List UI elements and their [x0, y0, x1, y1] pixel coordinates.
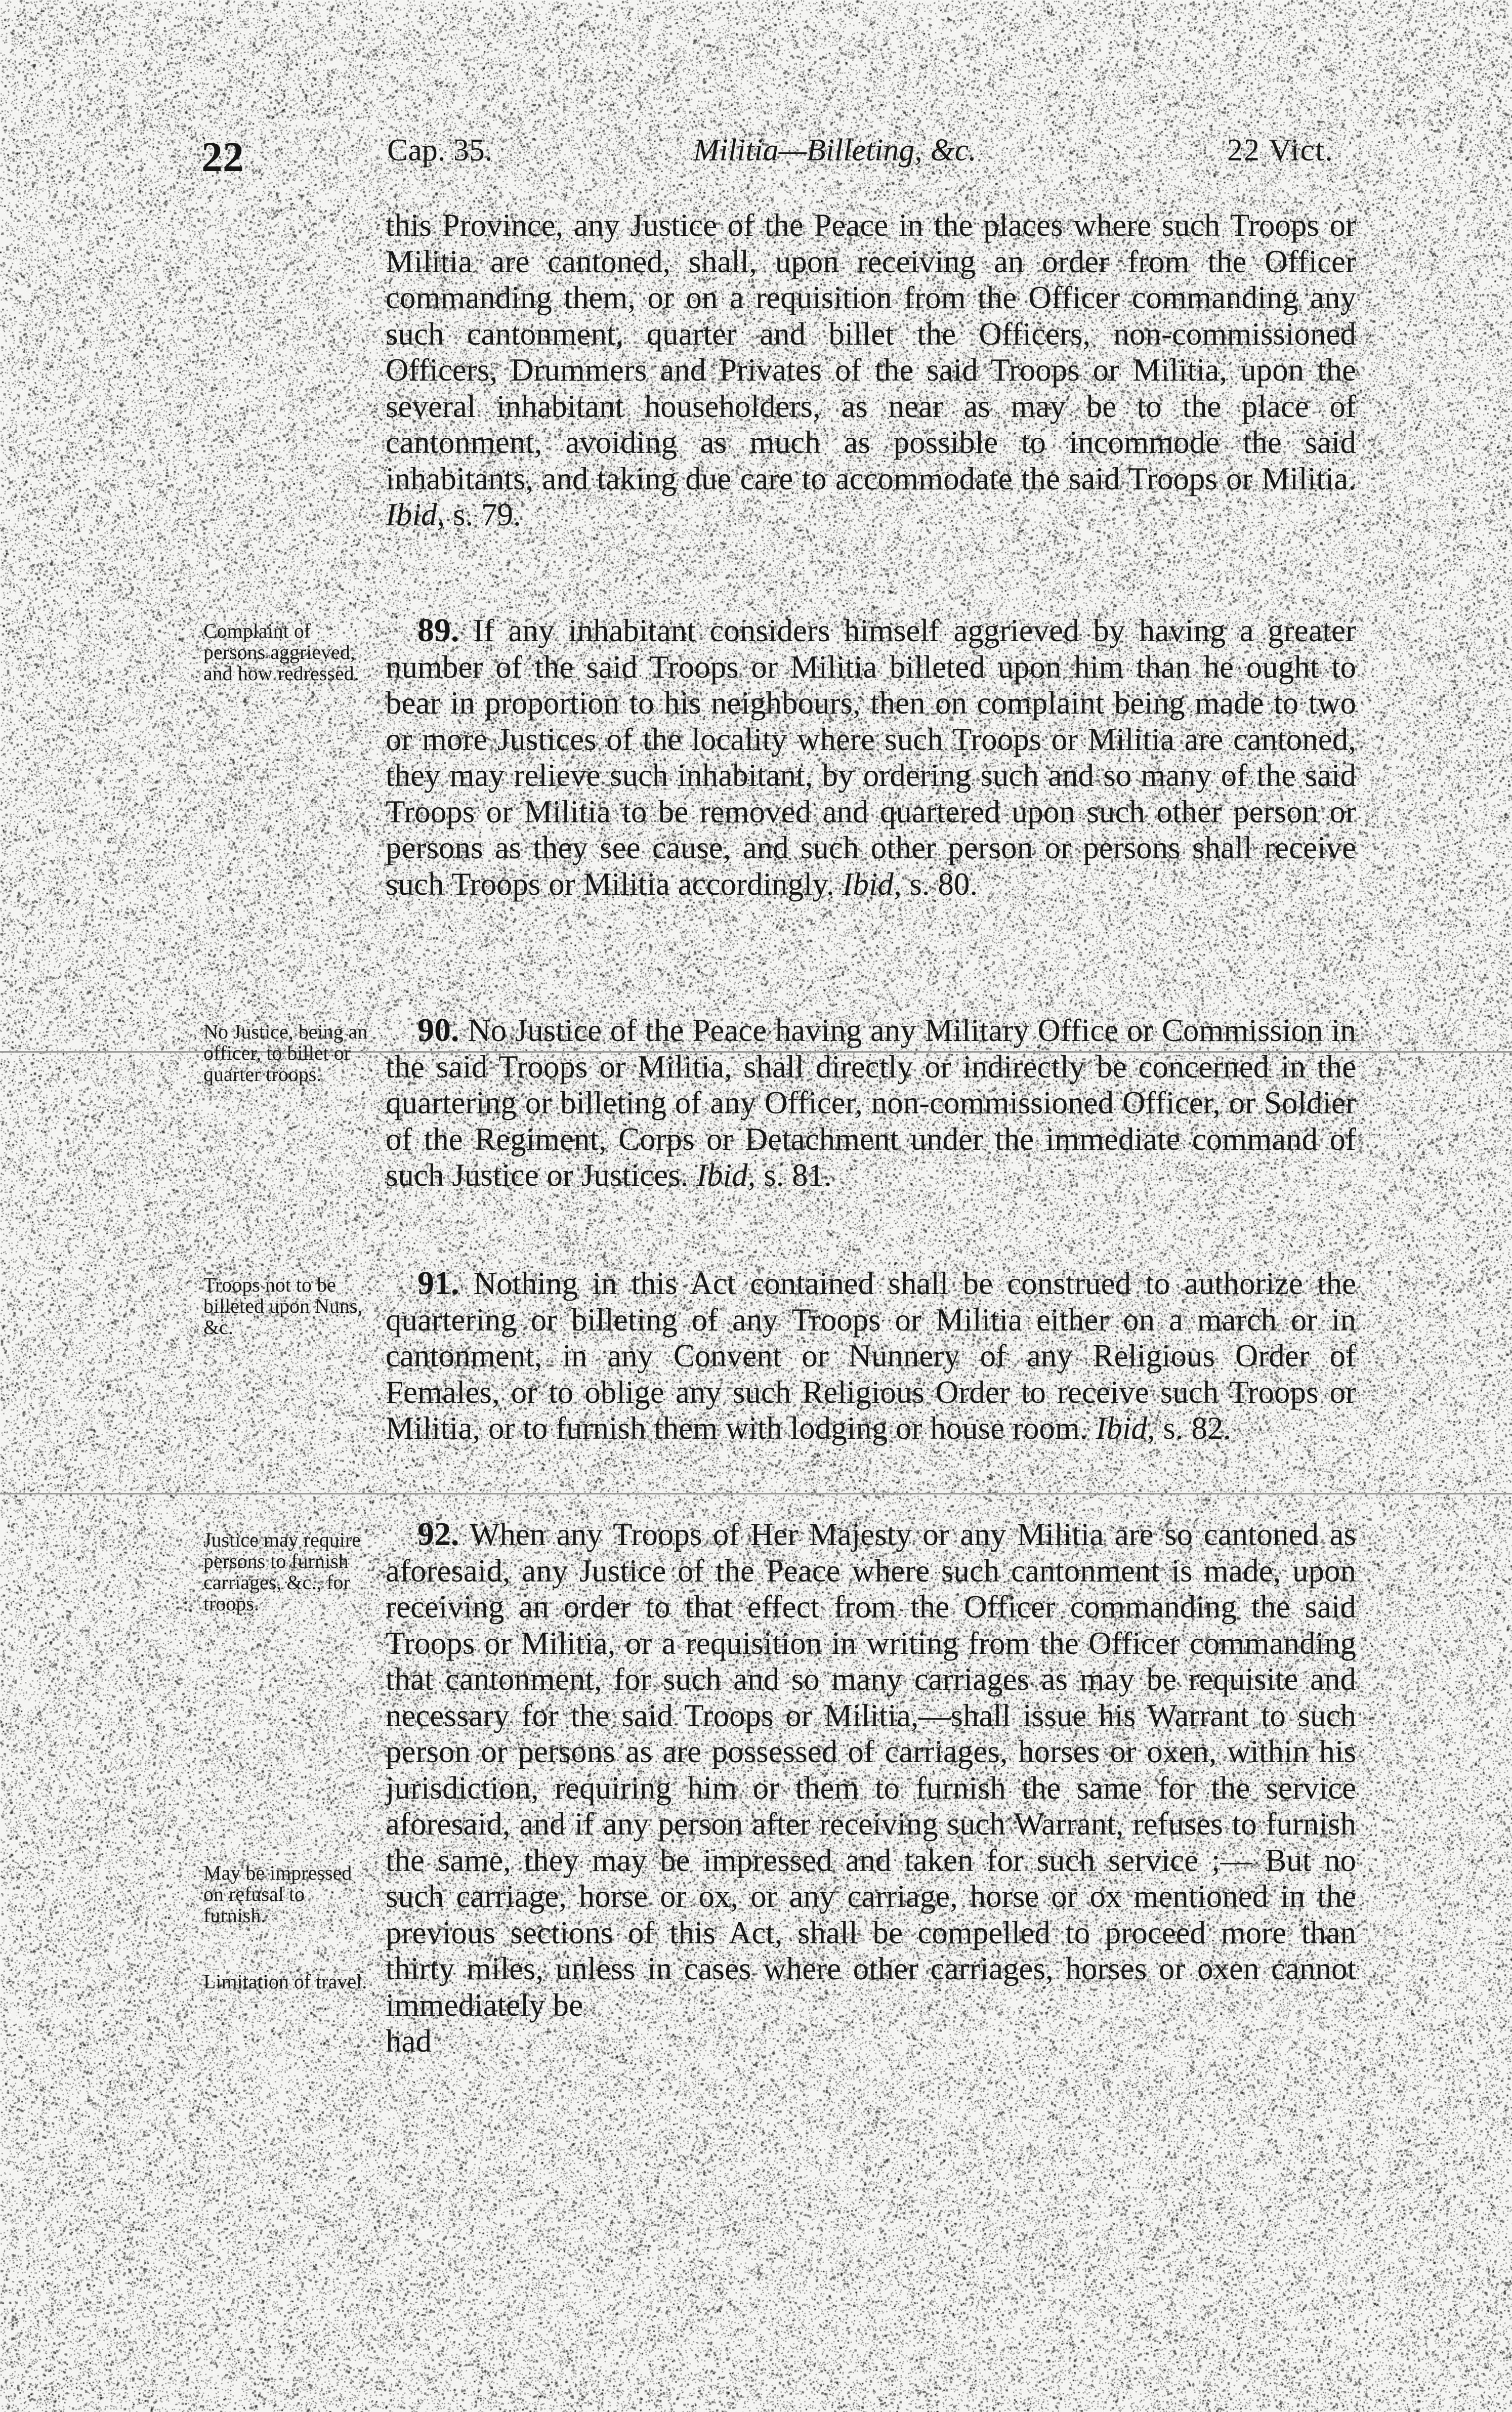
- margin-note: Troops not to be billeted upon Nuns, &c.: [203, 1273, 363, 1339]
- section-number: 89.: [417, 612, 459, 649]
- citation: Ibid,: [1096, 1410, 1155, 1446]
- section-90: [386, 1012, 1356, 1194]
- section-91: [386, 1265, 1356, 1447]
- section-92: [386, 1516, 1356, 2060]
- continuation-paragraph: [386, 207, 1356, 533]
- running-title: Militia—Billeting, &c.: [693, 133, 977, 168]
- catchword: had: [386, 2023, 432, 2059]
- margin-note: Complaint of persons aggrieved, and how redressed.: [203, 619, 359, 685]
- section-number: 92.: [417, 1516, 459, 1553]
- citation: Ibid,: [386, 497, 445, 532]
- regnal-year: 22 Vict.: [1227, 133, 1334, 168]
- citation-ref: s. 82.: [1163, 1410, 1232, 1446]
- page-number: 22: [201, 134, 244, 181]
- section-text: Nothing in this Act contained shall be construed to authorize the quartering or billeting of any Troops or Militia either on a march or in cantonment, in any Convent or Nunnery of any Religious Order of Females, or to oblige any such Religious Order to receive such Troops or Militia, or to furnish them with lodging or house room.: [386, 1266, 1356, 1446]
- section-text: When any Troops of Her Majesty or any Militia are so cantoned as aforesaid, any Justice of the Peace where such cantonment is made, upon receiving an order to that effect from the Officer commanding the said Troops or Militia, or a requisition in writing from the Officer commanding that cantonment, for such and so many carriages as may be requisite and necessary for the said Troops or Militia,—shall issue his Warrant to such person or persons as are possessed of carriages, horses or oxen, within his jurisdiction, requiring him or them to furnish the same for the service aforesaid, and if any person after receiving such Warrant, refuses to furnish the same, they may be impressed and taken for such service ;— But no such carriage, horse or ox, or any carriage, horse or ox mentioned in the previous sections of this Act, shall be compelled to proceed more than thirty miles, unless in cases where other carriages, horses or oxen cannot immediately be: [386, 1517, 1356, 2023]
- section-number: 91.: [417, 1265, 459, 1302]
- chapter-label: Cap. 35.: [387, 133, 493, 168]
- margin-note: May be impressed on refusal to furnish.: [203, 1861, 352, 1927]
- margin-note: No Justice, being an officer, to billet or quarter troops.: [203, 1020, 368, 1086]
- citation-ref: s. 81.: [764, 1157, 832, 1193]
- continuation-text: this Province, any Justice of the Peace in the places where such Troops or Militia are cantoned, shall, upon receiving an order from the Officer commanding them, or on a requisition from the Officer commanding any such cantonment, quarter and billet the Officers, non-commissioned Officers, Drummers and Privates of the said Troops or Militia, upon the several inhabitant householders, as near as may be to the place of cantonment, avoiding as much as possible to incommode the said inhabitants, and taking due care to accommodate the said Troops or Militia.: [386, 207, 1356, 496]
- section-text: No Justice of the Peace having any Military Office or Commission in the said Troops or Militia, shall directly or indirectly be concerned in the quartering or billeting of any Officer, non-commissioned Officer, or Soldier of the Regiment, Corps or Detachment under the immediate command of such Justice or Justices.: [386, 1013, 1357, 1193]
- citation: Ibid,: [696, 1157, 756, 1193]
- margin-note: Limitation of travel.: [203, 1970, 367, 1993]
- citation: Ibid,: [842, 866, 902, 902]
- section-89: [386, 612, 1356, 902]
- section-number: 90.: [417, 1012, 459, 1049]
- section-text: If any inhabitant considers himself aggrieved by having a greater number of the said Troops or Militia billeted upon him than he ought to bear in proportion to his neighbours, then on complaint being made to two or more Justices of the locality where such Troops or Militia are cantoned, they may relieve such inhabitant, by ordering such and so many of the said Troops or Militia to be removed and quartered upon such other person or persons as they see cause, and such other person or persons shall receive such Troops or Militia accordingly.: [386, 613, 1357, 902]
- citation-ref: s. 80.: [909, 866, 978, 902]
- margin-note: Justice may require persons to furnish carriages, &c., for troops.: [203, 1528, 361, 1615]
- citation-ref: s. 79.: [452, 497, 521, 532]
